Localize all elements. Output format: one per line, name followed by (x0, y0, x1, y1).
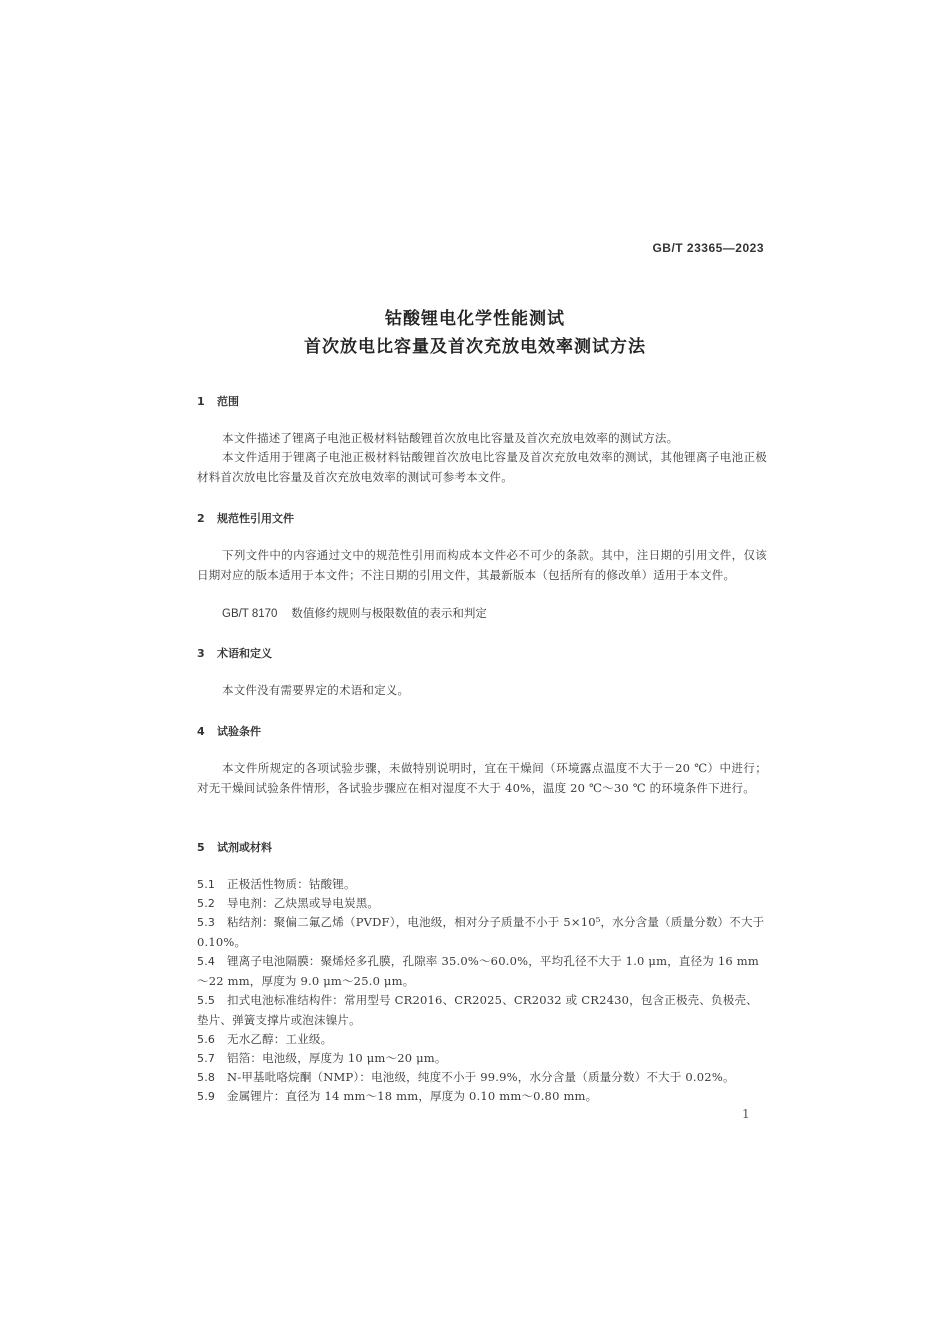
section-number: 4 (197, 725, 205, 738)
reference-entry (222, 605, 487, 621)
item-text: 锂离子电池隔膜：聚烯烃多孔膜，孔隙率 35.0%～60.0%，平均孔径不大于 1.0 μm，直径为 16 mm～22 mm，厚度为 9.0 μm～25.0 μm。 (197, 954, 759, 988)
item-number: 5.1 (197, 878, 216, 891)
section-heading-test-conditions (197, 723, 261, 739)
item-number: 5.2 (197, 897, 216, 910)
item-text: 导电剂：乙炔黑或导电炭黑。 (227, 896, 380, 910)
section-title: 术语和定义 (217, 647, 272, 660)
section-title: 规范性引用文件 (217, 512, 294, 525)
document-title-line-1: 钴酸锂电化学性能测试 (385, 309, 565, 329)
section-number: 3 (197, 647, 205, 660)
references-paragraph: 下列文件中的内容通过文中的规范性引用而构成本文件必不可少的条款。其中，注日期的引用文件，仅该日期对应的版本适用于本文件；不注日期的引用文件，其最新版本（包括所有的修改单）适用于本文件。 (197, 548, 767, 582)
item-number: 5.3 (197, 916, 216, 929)
list-item (197, 1030, 767, 1050)
scope-paragraph-2: 本文件适用于锂离子电池正极材料钴酸锂首次放电比容量及首次充放电效率的测试，其他锂离子电池正极材料首次放电比容量及首次充放电效率的测试可参考本文件。 (197, 450, 767, 484)
item-number: 5.6 (197, 1033, 216, 1046)
reference-code: GB/T 8170 (222, 608, 278, 620)
item-text: 无水乙醇：工业级。 (227, 1032, 333, 1046)
item-number: 5.9 (197, 1090, 216, 1103)
section-heading-reagents (197, 839, 272, 855)
document-title-line-2: 首次放电比容量及首次充放电效率测试方法 (304, 337, 646, 357)
list-item (197, 952, 767, 991)
test-conditions-paragraph: 本文件所规定的各项试验步骤，未做特别说明时，宜在干燥间（环境露点温度不大于－20 ℃）中进行；对无干燥间试验条件情形，各试验步骤应在相对湿度不大于 40%，温度 20 ℃～30 ℃ 的环境条件下进行。 (197, 761, 767, 795)
section-heading-terms (197, 645, 272, 661)
item-number: 5.7 (197, 1052, 216, 1065)
section-number: 1 (197, 395, 205, 408)
standard-number: GB/T 23365—2023 (652, 241, 764, 255)
item-text: 铝箔：电池级，厚度为 10 μm～20 μm。 (227, 1051, 447, 1065)
scope-paragraph-1: 本文件描述了锂离子电池正极材料钴酸锂首次放电比容量及首次充放电效率的测试方法。 (222, 431, 679, 445)
list-item (197, 894, 767, 914)
item-text: 扣式电池标准结构件：常用型号 CR2016、CR2025、CR2032 或 CR2430，包含正极壳、负极壳、垫片、弹簧支撑片或泡沫镍片。 (197, 993, 758, 1027)
section-heading-normative-references (197, 510, 294, 526)
item-text: 正极活性物质：钴酸锂。 (227, 877, 356, 891)
list-item (197, 991, 767, 1030)
item-text: N-甲基吡咯烷酮（NMP）：电池级，纯度不小于 99.9%，水分含量（质量分数）不大于 0.02%。 (227, 1070, 735, 1084)
section-title: 试剂或材料 (217, 841, 272, 854)
page-number: 1 (742, 1107, 750, 1121)
item-text: 金属锂片：直径为 14 mm～18 mm，厚度为 0.10 mm～0.80 mm。 (227, 1089, 598, 1103)
list-item (197, 913, 767, 952)
section-number: 5 (197, 841, 205, 854)
list-item (197, 1049, 767, 1069)
item-number: 5.5 (197, 994, 216, 1007)
section-heading-scope (197, 393, 239, 409)
list-item (197, 875, 767, 895)
list-item (197, 1068, 767, 1088)
item-number: 5.4 (197, 955, 216, 968)
reference-title: 数值修约规则与极限数值的表示和判定 (291, 606, 487, 620)
section-title: 范围 (217, 395, 239, 408)
list-item (197, 1087, 767, 1107)
item-text: 粘结剂：聚偏二氟乙烯（PVDF），电池级，相对分子质量不小于 5×10⁵，水分含量（质量分数）不大于 0.10%。 (197, 915, 765, 949)
terms-paragraph: 本文件没有需要界定的术语和定义。 (222, 683, 410, 697)
item-number: 5.8 (197, 1071, 216, 1084)
section-number: 2 (197, 512, 205, 525)
section-title: 试验条件 (217, 725, 261, 738)
